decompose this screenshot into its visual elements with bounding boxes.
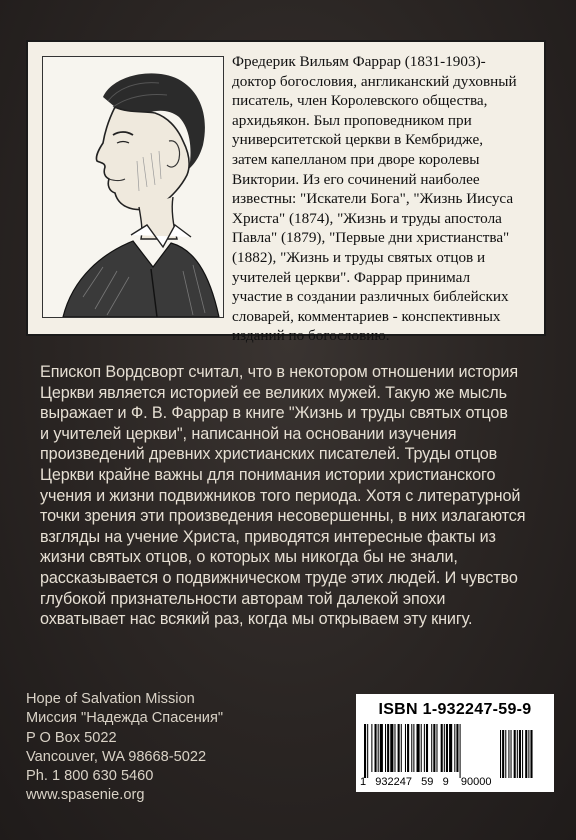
description-line: и учителей церкви", написанной на основании изучения [40,424,457,443]
bio-line: доктор богословия, англиканский духовный [232,72,517,90]
publisher-phone: Ph. 1 800 630 5460 [26,768,154,785]
bio-line: Виктории. Из его сочинений наиболее [232,170,480,188]
bio-line: Христа" (1874), "Жизнь и труды апостола [232,209,502,227]
description-line: произведений древних христианских писателей. Труды отцов [40,445,498,464]
bio-line: писатель, член Королевского общества, [232,92,488,110]
description-line: Епископ Вордсворт считал, что в некотором отношении история [40,363,519,381]
bio-line: изданий по богословию. [232,327,390,345]
bio-line: учителей церкви". Фаррар принимал [232,268,471,286]
publisher-po-box: P O Box 5022 [26,729,117,746]
barcode-bars [364,724,546,778]
description-line: жизни святых отцов, о которых мы никогда бы не знали, [40,548,458,567]
description-line: Церкви является историей ее великих мужей. Такую же мысль [40,383,507,402]
bio-line: затем капелланом при дворе королевы [232,150,480,168]
bio-line: Павла" (1879), "Первые дни христианства" [232,229,510,247]
description-line: охватывает нас всякий раз, когда мы открываем эту книгу. [40,610,473,629]
description-line: взгляды на учение Христа, приводятся интересные факты из [40,527,496,546]
bio-line: известны: "Искатели Бога", "Жизнь Иисуса [232,190,514,208]
description-line: выражает и Ф. В. Фаррар в книге "Жизнь и труды святых отцов [40,404,508,423]
bio-line: университетской церкви в Кембридже, [232,131,484,149]
bio-line: (1882), "Жизнь и труды святых отцов и [232,248,486,266]
description-line: точки зрения эти произведения несовершенны, в них излагаются [40,507,526,526]
barcode-digits: 1 932247 59 9 90000 [360,776,492,788]
description-line: учения и жизни подвижников того периода. Хотя с литературной [40,486,521,505]
author-portrait [42,56,224,318]
bio-line: участие в создании различных библейских [232,288,509,306]
portrait-engraving [43,57,223,317]
isbn-barcode-box [356,694,554,792]
isbn-label: ISBN 1-932247-59-9 [378,701,532,718]
author-bio-box [26,40,546,345]
book-description [40,362,560,630]
bio-line: Фредерик Вильям Фаррар (1831-1903)- [232,53,486,70]
author-bio-text [232,52,540,346]
description-line: Церкви крайне важны для понимания истории христианского [40,465,496,484]
description-line: глубокой признательности авторам той далекой эпохи [40,589,446,608]
description-line: рассказывается о подвижническом труде этих людей. И чувство [40,568,518,587]
publisher-name-ru: Миссия "Надежда Спасения" [26,710,224,727]
bio-line: архидьякон. Был проповедником при [232,111,472,129]
publisher-name-en: Hope of Salvation Mission [26,691,195,707]
publisher-website: www.spasenie.org [26,787,145,804]
bio-line: словарей, комментариев - конспективных [232,307,501,325]
publisher-address [26,690,223,806]
publisher-city: Vancouver, WA 98668-5022 [26,748,207,765]
